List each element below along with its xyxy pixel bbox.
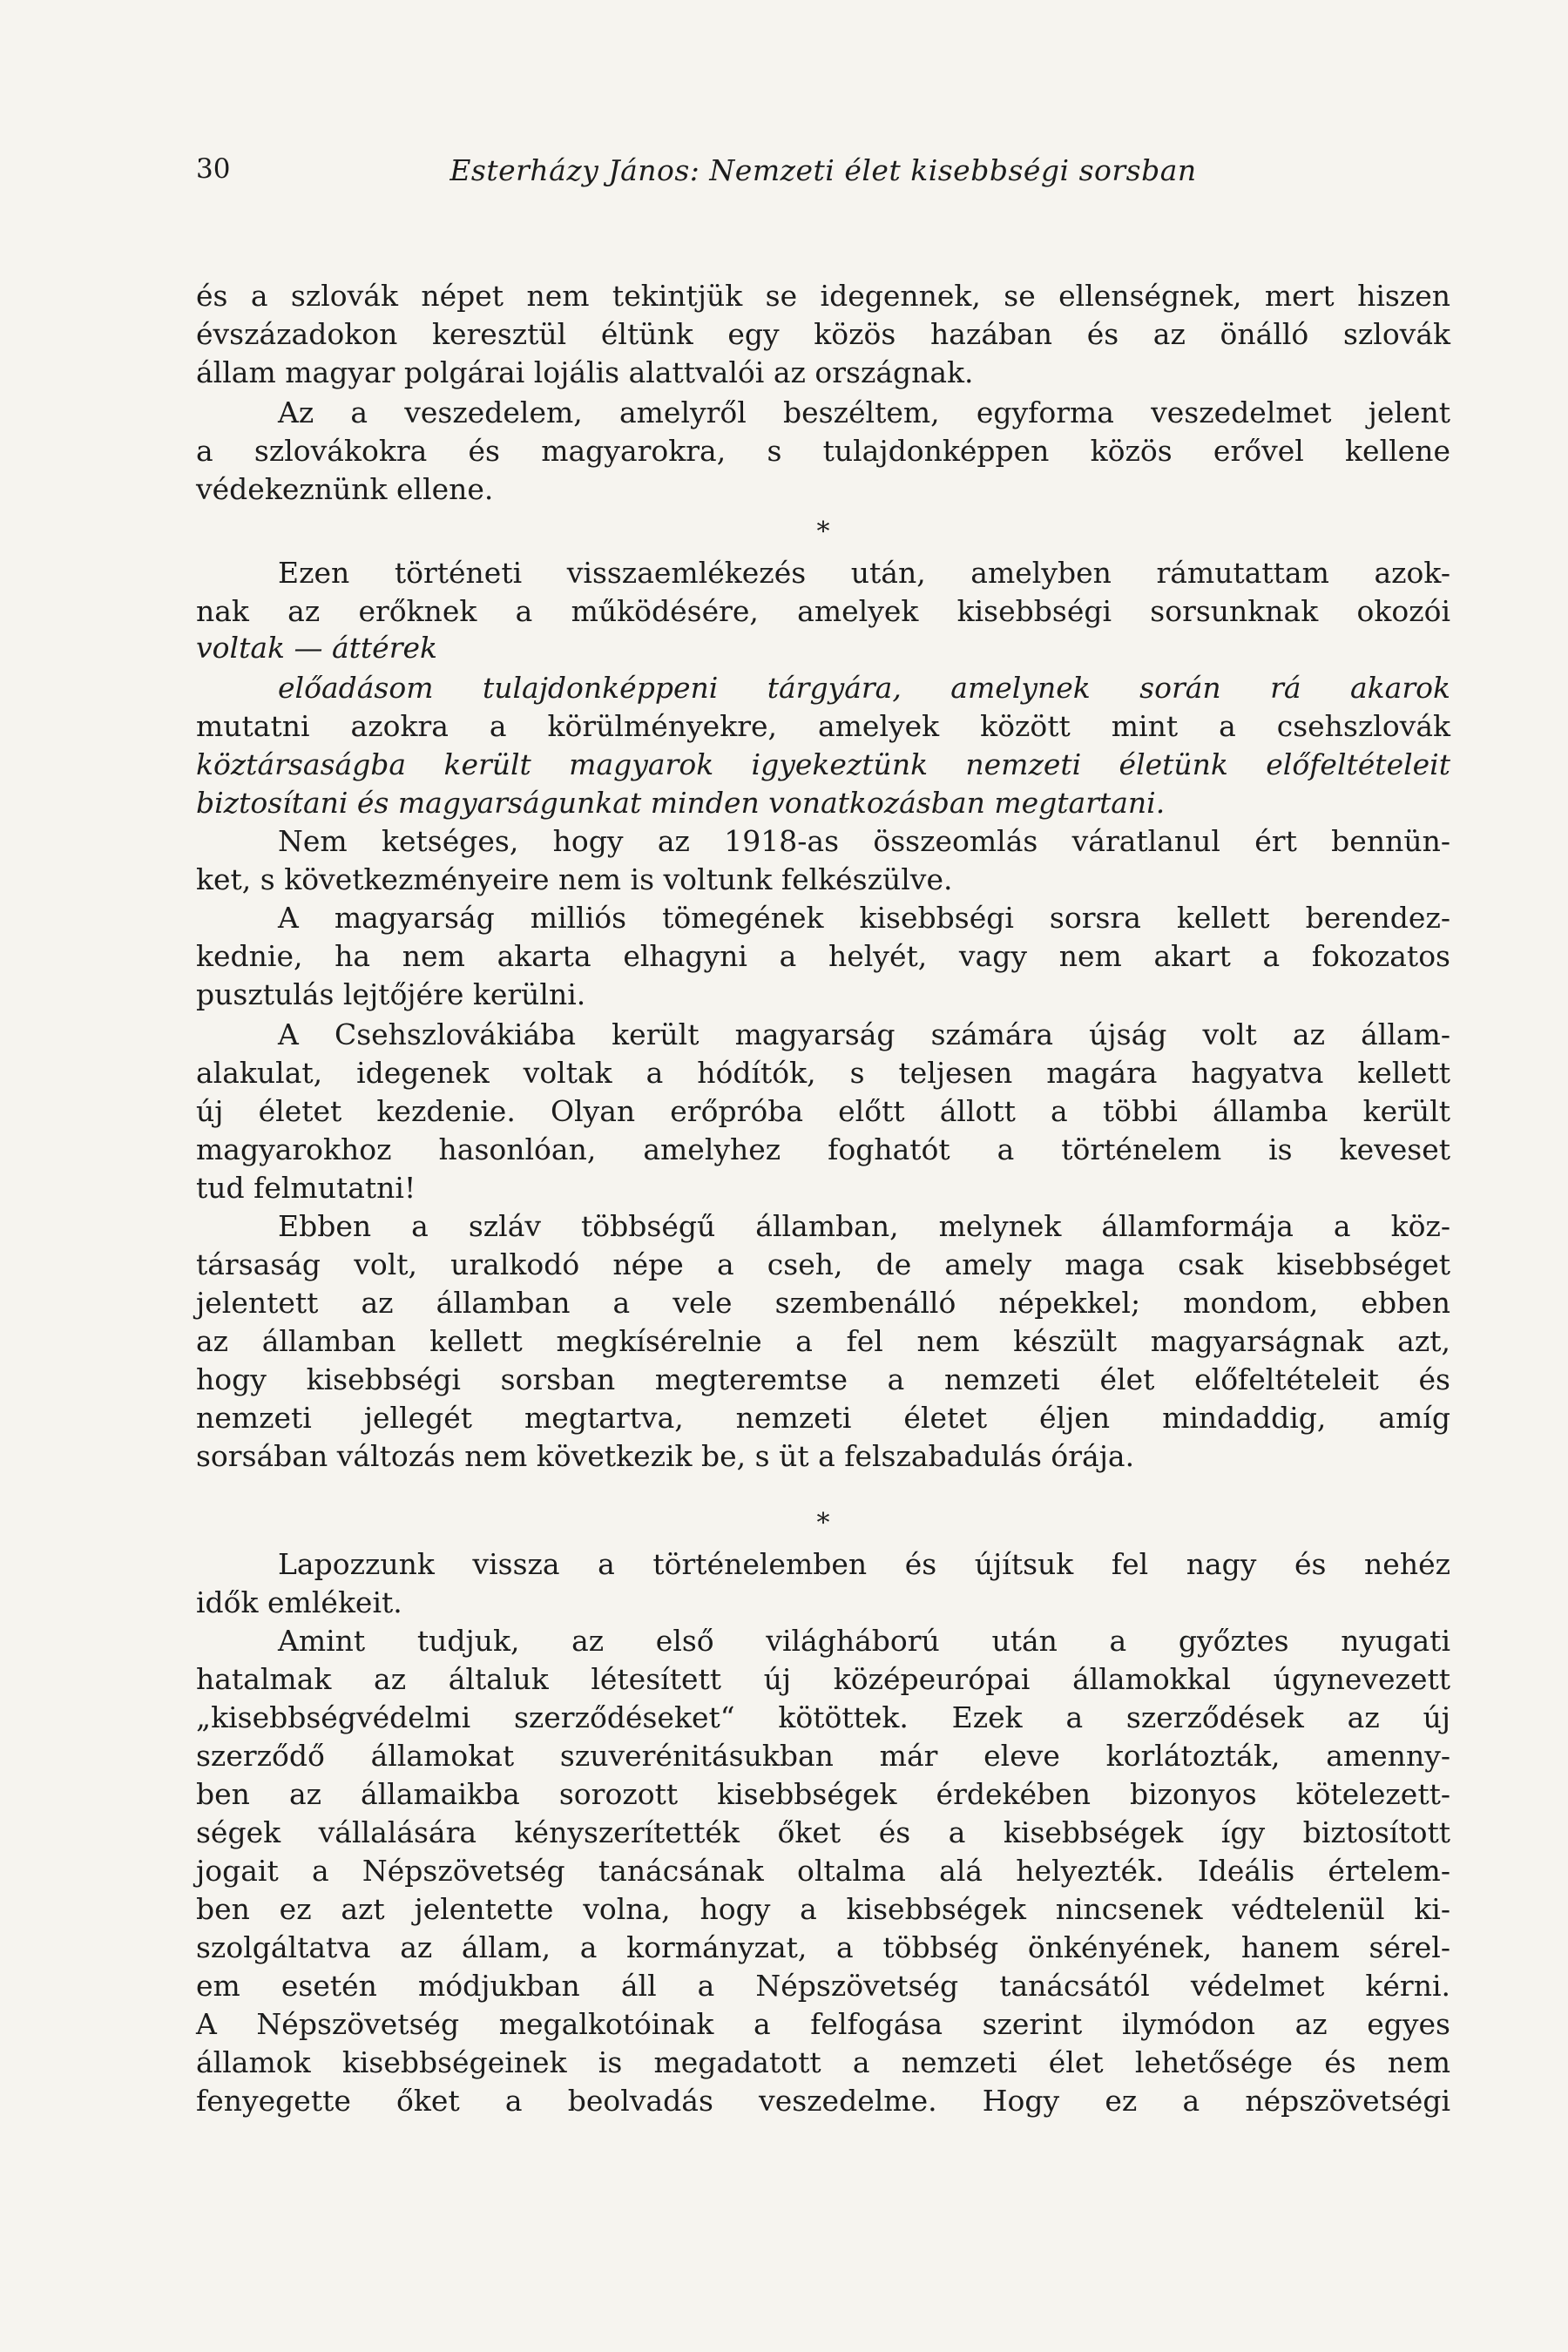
running-title: Esterházy János: Nemzeti élet kisebbségi sorsban	[449, 153, 1197, 187]
text-line: hogy kisebbségi sorsban megteremtse a nemzeti élet előfeltételeit és	[196, 1362, 1450, 1396]
text-line: ket, s következményeire nem is voltunk felkészülve.	[196, 862, 953, 896]
text-line: államok kisebbségeinek is megadatott a nemzeti élet lehetősége és nem	[196, 2045, 1450, 2079]
text-line: biztosítani és magyarságunkat minden vonatkozásban megtartani.	[196, 786, 1166, 820]
section-separator: *	[816, 517, 830, 547]
text-line: jelentett az államban a vele szembenálló népekkel; mondom, ebben	[196, 1286, 1450, 1320]
text-line: Ebben a szláv többségű államban, melynek államformája a köz-	[278, 1209, 1450, 1243]
text-line: Az a veszedelem, amelyről beszéltem, egyforma veszedelmet jelent	[278, 395, 1450, 429]
text-line: és a szlovák népet nem tekintjük se idegennek, se ellenségnek, mert hiszen	[196, 279, 1450, 313]
text-line: állam magyar polgárai lojális alattvalói az országnak.	[196, 355, 974, 389]
text-line: ben az államaikba sorozott kisebbségek érdekében bizonyos kötelezett-	[196, 1777, 1450, 1811]
text-line: A Csehszlovákiába került magyarság számára újság volt az állam-	[278, 1017, 1450, 1051]
section-separator: *	[816, 1508, 830, 1538]
text-line: védekeznünk ellene.	[196, 472, 494, 506]
text-line: „kisebbségvédelmi szerződéseket“ kötöttek. Ezek a szerződések az új	[196, 1700, 1450, 1734]
text-line: Amint tudjuk, az első világháború után a győztes nyugati	[278, 1624, 1450, 1658]
text-line: mutatni azokra a körülményekre, amelyek között mint a csehszlovák	[196, 709, 1450, 743]
text-line: jogait a Népszövetség tanácsának oltalma alá helyezték. Ideális értelem-	[196, 1854, 1450, 1888]
text-line: alakulat, idegenek voltak a hódítók, s teljesen magára hagyatva kellett	[196, 1056, 1450, 1090]
text-line: em esetén módjukban áll a Népszövetség tanácsától védelmet kérni.	[196, 1969, 1450, 2003]
text-line: a szlovákokra és magyarokra, s tulajdonképpen közös erővel kellene	[196, 434, 1450, 468]
text-line: idők emlékeit.	[196, 1585, 402, 1619]
text-line: Lapozzunk vissza a történelemben és újítsuk fel nagy és nehéz	[278, 1547, 1450, 1581]
text-line: köztársaságba került magyarok igyekeztünk nemzeti életünk előfeltételeit	[196, 747, 1450, 781]
page-number: 30	[196, 153, 231, 185]
text-line: voltak — áttérek	[196, 631, 438, 665]
text-line: nak az erőknek a működésére, amelyek kisebbségi sorsunknak okozói	[196, 594, 1450, 628]
text-line: hatalmak az általuk létesített új középeurópai államokkal úgynevezett	[196, 1662, 1450, 1696]
text-line: Nem ketséges, hogy az 1918-as összeomlás váratlanul ért bennün-	[278, 824, 1450, 858]
text-line: pusztulás lejtőjére kerülni.	[196, 977, 586, 1011]
text-line: Ezen történeti visszaemlékezés után, amelyben rámutattam azok-	[278, 556, 1450, 590]
text-line: társaság volt, uralkodó népe a cseh, de amely maga csak kisebbséget	[196, 1247, 1450, 1281]
text-line: ben ez azt jelentette volna, hogy a kisebbségek nincsenek védtelenül ki-	[196, 1892, 1450, 1926]
text-line: magyarokhoz hasonlóan, amelyhez foghatót a történelem is keveset	[196, 1132, 1450, 1166]
text-line: kednie, ha nem akarta elhagyni a helyét, vagy nem akart a fokozatos	[196, 939, 1450, 973]
text-line: nemzeti jellegét megtartva, nemzeti életet éljen mindaddig, amíg	[196, 1401, 1450, 1435]
text-line: új életet kezdenie. Olyan erőpróba előtt állott a többi államba került	[196, 1094, 1450, 1128]
text-line: tud felmutatni!	[196, 1171, 416, 1205]
text-line: A magyarság milliós tömegének kisebbségi sorsra kellett berendez-	[278, 901, 1450, 935]
text-line: sorsában változás nem következik be, s üt a felszabadulás órája.	[196, 1439, 1135, 1473]
text-line: ségek vállalására kényszerítették őket és a kisebbségek így biztosított	[196, 1815, 1450, 1849]
text-line: előadásom tulajdonképpeni tárgyára, amelynek során rá akarok	[278, 671, 1450, 705]
text-line: fenyegette őket a beolvadás veszedelme. Hogy ez a népszövetségi	[196, 2084, 1450, 2118]
text-line: szolgáltatva az állam, a kormányzat, a többség önkényének, hanem sérel-	[196, 1930, 1450, 1964]
text-line: évszázadokon keresztül éltünk egy közös hazában és az önálló szlovák	[196, 317, 1450, 351]
text-line: A Népszövetség megalkotóinak a felfogása szerint ilymódon az egyes	[196, 2007, 1450, 2041]
text-line: szerződő államokat szuverénitásukban már eleve korlátozták, amenny-	[196, 1739, 1450, 1773]
text-line: az államban kellett megkísérelnie a fel nem készült magyarságnak azt,	[196, 1324, 1450, 1358]
page-header	[196, 153, 1450, 197]
